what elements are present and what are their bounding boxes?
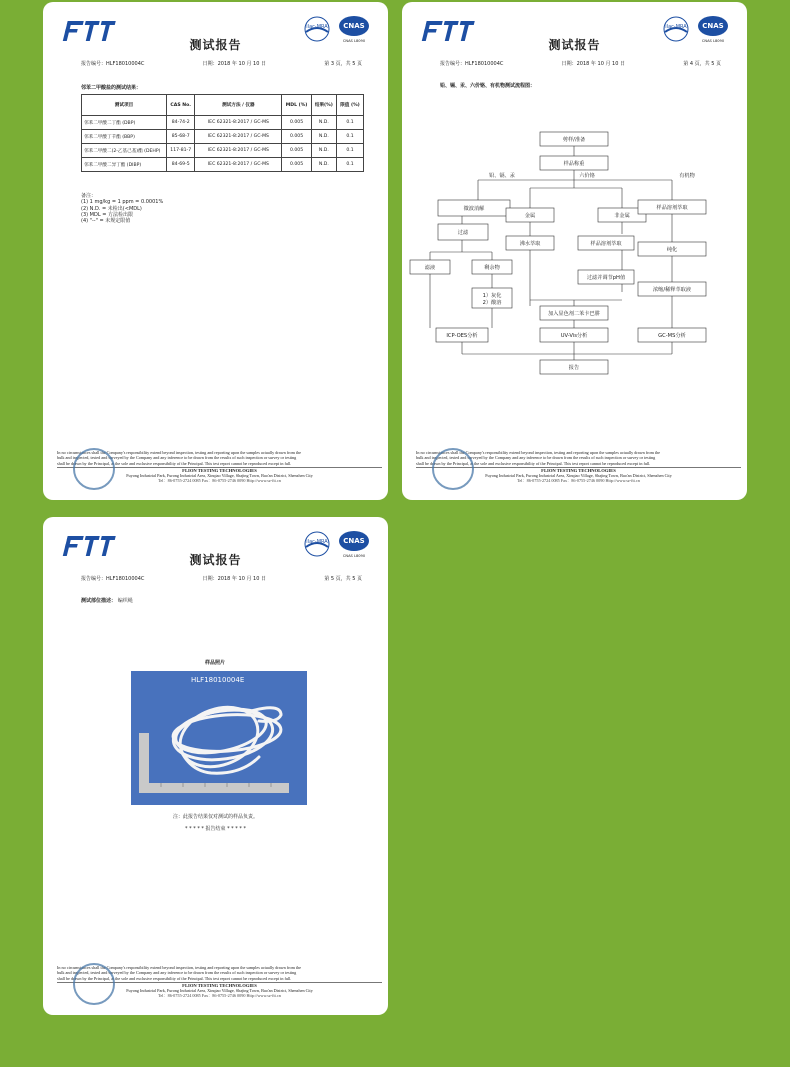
cell-mdl: 0.005 [282,130,311,144]
company-address: Fuyong Industrial Park, Furong Industrial Area, Xinqiao Village, Shajing Town, Bao'an District, Shenzhen City [126,988,313,994]
cell-method: IEC 62321-8:2017 / GC-MS [195,116,282,130]
report-number: 报告编号：HLF18010004C [81,61,145,67]
flow-ph: 过滤并调节pH值 [586,275,626,281]
flow-metal: 金属 [524,213,536,219]
svg-text:CNAS: CNAS [343,537,365,545]
ilac-mra-logo [661,16,691,42]
cell-method: IEC 62321-8:2017 / GC-MS [195,130,282,144]
section-title: 铅、镉、汞、六价铬、有机物测试流程图： [440,83,536,89]
flow-gcms: GC-MS分析 [658,333,686,339]
table-header-row [82,95,364,116]
table-row [82,130,364,144]
cell-result: N.D. [311,158,336,172]
cell-limit: 0.1 [336,158,363,172]
test-part-description [81,597,133,604]
flow-branch-metals: 铅、镉、汞 [489,173,515,179]
table-row [82,116,364,130]
report-page-5 [43,517,388,1015]
company-address: Fuyong Industrial Park, Furong Industrial Area, Xinqiao Village, Shajing Town, Bao'an District, Shenzhen City [485,473,672,479]
ilac-mra-logo [302,16,332,42]
col-cas: CAS No. [167,95,195,116]
page-number: 第 4 页，共 5 页 [683,61,721,67]
phthalate-results-table [81,94,364,172]
flow-digest: 微波消解 [463,206,485,212]
company-name: FLION TESTING TECHNOLOGIES [416,467,741,473]
report-page-3 [43,2,388,500]
sample-photo-caption: HLF18010004E [191,676,245,684]
disclaimer-line: shall be drawn by the Principal, at the sole and exclusive responsibility of the Principal. This test report cannot be reproduced except in full. [57,460,292,466]
cnas-logo [695,14,731,44]
flow-branch-cr: 六价铬 [579,173,595,179]
disclaimer-line: In no circumstances shall the Company's responsibility extend beyond inspection, testing and reporting upon the samples actually drawn from the [57,965,302,970]
cell-cas: 84-74-2 [167,116,195,130]
disclaimer-line: shall be drawn by the Principal, at the sole and exclusive responsibility of the Principal. This test report cannot be reproduced except in full. [416,460,651,466]
note-line: (1) 1 mg/kg = 1 ppm = 0.0001% [81,199,164,206]
sample-photo [131,671,307,805]
company-seal-stamp [73,448,115,490]
svg-text:CNAS L8090: CNAS L8090 [701,39,725,43]
cell-limit: 0.1 [336,144,363,158]
cell-limit: 0.1 [336,116,363,130]
svg-text:ilac-MRA: ilac-MRA [306,24,328,30]
flow-branch-organic: 有机物 [679,173,695,179]
flow-sample-extract: 样品溶剂萃取 [656,205,688,211]
cell-result: N.D. [311,116,336,130]
report-note: 注：此报告结果仅对测试的样品负责。 [172,814,258,820]
report-date: 日期：2018 年 10 月 10 日 [202,576,267,582]
col-limit: 限值 (%) [336,95,363,116]
company-name: FLION TESTING TECHNOLOGIES [57,982,382,988]
report-meta [81,60,362,67]
report-title: 测试报告 [548,38,601,52]
cell-result: N.D. [311,130,336,144]
svg-text:CNAS L8090: CNAS L8090 [342,554,366,558]
report-meta [81,575,362,582]
flow-boil: 沸水萃取 [519,241,541,247]
cnas-logo [336,529,372,559]
disclaimer-line: bulk and inspected, tested and surveyed by the Company and any inference to be drawn from the results of such inspection or survey or testing [416,455,656,461]
report-number: 报告编号：HLF18010004C [81,576,145,582]
disclaimer-line: shall be drawn by the Principal, at the sole and exclusive responsibility of the Principal. This test report cannot be reproduced except in full. [57,975,292,981]
report-date: 日期：2018 年 10 月 10 日 [202,61,267,67]
cnas-logo [336,14,372,44]
col-mdl: MDL (%) [282,95,311,116]
flow-uv: UV-Vis分析 [560,333,588,339]
table-notes [81,193,163,224]
cell-mdl: 0.005 [282,116,311,130]
report-title: 测试报告 [189,553,242,567]
company-name: FLION TESTING TECHNOLOGIES [57,467,382,473]
cell-cas: 85-68-7 [167,130,195,144]
cell-method: IEC 62321-8:2017 / GC-MS [195,144,282,158]
company-address: Fuyong Industrial Park, Furong Industrial Area, Xinqiao Village, Shajing Town, Bao'an District, Shenzhen City [126,473,313,479]
report-title: 测试报告 [189,38,242,52]
cell-mdl: 0.005 [282,144,311,158]
company-contact: Tel：86-0755-2724 0085 Fax：86-0755-2746 0090 Http://www.sz-ftt.cn [517,478,640,484]
flow-residue: 剩余物 [484,265,500,271]
svg-text:CNAS: CNAS [343,22,365,30]
cell-item: 邻苯二甲酸二异丁酯 (DIBP) [82,158,167,172]
test-part-label: 测试部位描述： [81,598,117,604]
cell-cas: 117-81-7 [167,144,195,158]
cell-limit: 0.1 [336,130,363,144]
note-line: 备注： [81,193,97,199]
flow-icp: ICP-OES分析 [446,333,478,339]
flow-concentrate: 浓缩/稀释萃取液 [652,287,692,293]
sample-photo-drawing [131,671,307,805]
cell-mdl: 0.005 [282,158,311,172]
company-contact: Tel：86-0755-2724 0085 Fax：86-0755-2746 0090 Http://www.sz-ftt.cn [158,993,281,999]
cell-method: IEC 62321-8:2017 / GC-MS [195,158,282,172]
svg-text:ilac-MRA: ilac-MRA [665,24,687,30]
report-end-marker: * * * * * 报告结束 * * * * * [185,826,246,832]
col-method: 测试方法 / 仪器 [195,95,282,116]
disclaimer-line: In no circumstances shall the Company's responsibility extend beyond inspection, testing and reporting upon the samples actually drawn from the [416,450,661,455]
disclaimer-line: bulk and inspected, tested and surveyed by the Company and any inference to be drawn from the results of such inspection or survey or testing [57,970,297,976]
disclaimer-line: bulk and inspected, tested and surveyed by the Company and any inference to be drawn from the results of such inspection or survey or testing [57,455,297,461]
table-row [82,158,364,172]
report-date: 日期：2018 年 10 月 10 日 [561,61,626,67]
disclaimer-line: In no circumstances shall the Company's responsibility extend beyond inspection, testing and reporting upon the samples actually drawn from the [57,450,302,455]
table-row [82,144,364,158]
page-number: 第 3 页，共 5 页 [324,61,362,67]
cell-item: 邻苯二甲酸二丁酯 (DBP) [82,116,167,130]
flow-purify: 纯化 [666,247,678,253]
flow-filter: 过滤 [457,230,469,236]
report-page-4 [402,2,747,500]
sample-photo-label: 样品照片 [205,660,226,666]
test-part-value: 编织绳 [117,598,133,604]
flow-color: 加入显色剂二苯卡巴肼 [548,311,600,317]
col-test-item: 测试项目 [82,95,167,116]
flow-weigh: 样品称重 [563,161,585,167]
cell-item: 邻苯二甲酸二(2-乙基己基)酯 (DEHP) [82,144,167,158]
note-line: (2) N.D. = 未检出(<MDL) [81,205,142,212]
page-number: 第 5 页，共 5 页 [324,576,362,582]
svg-text:CNAS L8090: CNAS L8090 [342,39,366,43]
flow-nonmetal: 非金属 [614,213,630,219]
flow-cut: 剪样/准备 [562,137,586,143]
cell-cas: 84-69-5 [167,158,195,172]
flow-report: 报告 [568,365,580,371]
flow-ash-1: 1）灰化 [482,293,502,299]
test-flowchart [402,122,747,382]
svg-text:CNAS: CNAS [702,22,724,30]
svg-text:ilac-MRA: ilac-MRA [306,539,328,545]
company-seal-stamp [432,448,474,490]
col-result: 结果(%) [311,95,336,116]
cell-result: N.D. [311,144,336,158]
note-line: (4) "--" = 未规定限值 [81,218,131,225]
flow-extract: 样品溶剂萃取 [590,241,622,247]
section-title: 邻苯二甲酸盐的测试结果： [81,85,142,91]
company-seal-stamp [73,963,115,1005]
ilac-mra-logo [302,531,332,557]
flow-filtrate: 滤液 [424,265,436,271]
report-number: 报告编号：HLF18010004C [440,61,504,67]
report-meta [440,60,721,67]
cell-item: 邻苯二甲酸丁苄酯 (BBP) [82,130,167,144]
note-line: (3) MDL = 方法检出限 [81,211,133,218]
flow-ash-2: 2）酸溶 [482,300,502,306]
company-contact: Tel：86-0755-2724 0085 Fax：86-0755-2746 0090 Http://www.sz-ftt.cn [158,478,281,484]
